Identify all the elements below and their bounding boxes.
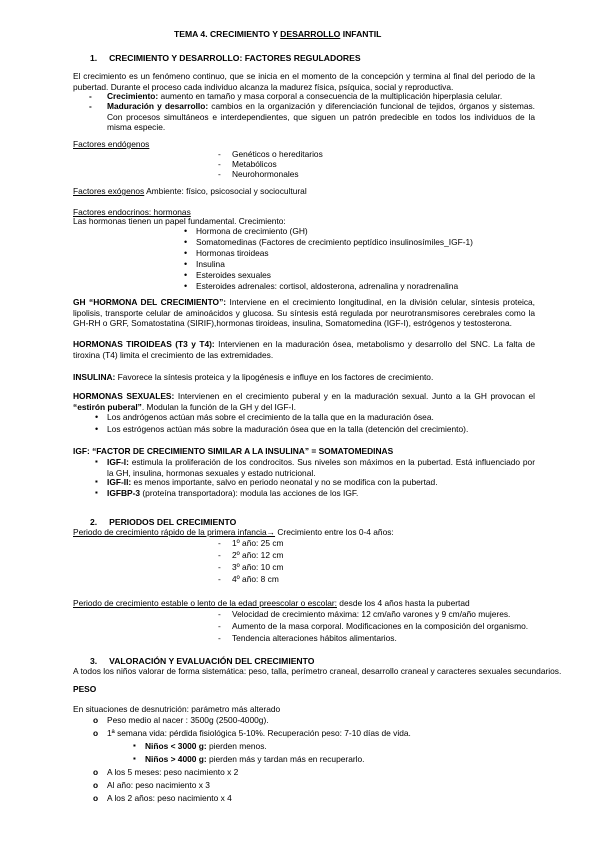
factores-endogenos-label: Factores endógenos — [73, 139, 150, 149]
hormonas-intro: Las hormonas tienen un papel fundamental. Crecimiento: — [73, 216, 286, 226]
igf-item: ▪ IGF-I: estimula la proliferación de los condrocitos. Sus niveles son máximos en la pubertad. Está influenciado por la GH, insulina, hormonas sexuales y estado nutricional. — [107, 457, 535, 478]
estable-item: - Aumento de la masa corporal. Modificaciones en la composición del organismo. — [232, 621, 528, 632]
insulina-paragraph: INSULINA: Favorece la síntesis proteica y la lipogénesis e influye en los factores de crecimiento. — [73, 372, 434, 382]
hormona-item: • Somatomedinas (Factores de crecimiento peptídico insulinosímiles_IGF-1) — [196, 237, 473, 248]
estable-item: - Velocidad de crecimiento máxima: 12 cm/año varones y 9 cm/año mujeres. — [232, 609, 510, 620]
hormona-item: • Hormona de crecimiento (GH) — [196, 226, 308, 237]
peso-item: o A los 2 años: peso nacimiento x 4 — [107, 793, 232, 804]
endogeno-item: - Neurohormonales — [232, 169, 299, 180]
factores-endocrinos-label: Factores endocrinos: hormonas — [73, 207, 191, 217]
arrow-right-icon: → — [266, 527, 276, 537]
tiroideas-paragraph: HORMONAS TIROIDEAS (T3 y T4): Intervienen en la maduración ósea, metabolismo y desarrollo del SNC. La falta de tiroxina (T4) limita el crecimiento de las extremidades. — [73, 339, 536, 360]
rapido-item: - 4º año: 8 cm — [232, 574, 279, 585]
peso-intro: En situaciones de desnutrición: parámetro más alterado — [73, 704, 281, 714]
hormona-item: • Esteroides adrenales: cortisol, aldosterona, adrenalina y noradrenalina — [196, 281, 458, 292]
igf-heading: IGF: “FACTOR DE CRECIMIENTO SIMILAR A LA INSULINA” = SOMATOMEDINAS — [73, 446, 394, 456]
estable-item: - Tendencia alteraciones hábitos alimentarios. — [232, 633, 397, 644]
maduracion-item: - Maduración y desarrollo: cambios en la organización y diferenciación funcional de tejidos, órganos y sistemas. Con procesos simultáneos e interdependientes, que siguen un patrón predecible en todos los individuos de la misma especie. — [107, 101, 535, 133]
peso-subitem: ▪ Niños > 4000 g: pierden más y tardan más en recuperarlo. — [145, 754, 364, 765]
rapido-item: - 2º año: 12 cm — [232, 550, 283, 561]
igf-item: ▪ IGFBP-3 (proteína transportadora): modula las acciones de los IGF. — [107, 488, 358, 499]
peso-subitem: ▪ Niños < 3000 g: pierden menos. — [145, 741, 267, 752]
igf-item: ▪ IGF-II: es menos importante, salvo en periodo neonatal y no se modifica con la pubertad. — [107, 477, 438, 488]
factores-exogenos-line: Factores exógenos Ambiente: físico, psicosocial y sociocultural — [73, 186, 307, 196]
peso-item: o A los 5 meses: peso nacimiento x 2 — [107, 767, 238, 778]
peso-heading: PESO — [73, 684, 97, 694]
document-title: TEMA 4. CRECIMIENTO Y DESARROLLO INFANTIL — [174, 29, 382, 39]
periodo-rapido-line: Periodo de crecimiento rápido de la primera infancia→ Crecimiento entre los 0-4 años: — [73, 527, 394, 537]
sexuales-item: • Los estrógenos actúan más sobre la maduración ósea que en la talla (detención del crecimiento). — [107, 424, 468, 435]
hormona-item: • Hormonas tiroideas — [196, 248, 269, 259]
endogeno-item: - Genéticos o hereditarios — [232, 149, 323, 160]
section-1-heading: 1. CRECIMIENTO Y DESARROLLO: FACTORES REGULADORES — [90, 53, 361, 63]
hormona-item: • Insulina — [196, 259, 225, 270]
rapido-item: - 1º año: 25 cm — [232, 538, 283, 549]
endogeno-item: - Metabólicos — [232, 159, 277, 170]
rapido-item: - 3º año: 10 cm — [232, 562, 283, 573]
intro-paragraph: El crecimiento es un fenómeno continuo, que se inicia en el momento de la concepción y termina al final del periodo de la pubertad. Durante el proceso cada individuo alcanza la madurez física, psíquica, social y reproductiva. — [73, 71, 535, 92]
peso-item: o Al año: peso nacimiento x 3 — [107, 780, 210, 791]
valoracion-text: A todos los niños valorar de forma sistemática: peso, talla, perímetro craneal, desarrollo craneal y caracteres sexuales secundarios. — [73, 666, 562, 676]
section-3-heading: 3. VALORACIÓN Y EVALUACIÓN DEL CRECIMIENTO — [90, 656, 315, 666]
section-2-heading: 2. PERIODOS DEL CRECIMIENTO — [90, 517, 237, 527]
crecimiento-item: - Crecimiento: aumento en tamaño y masa corporal a consecuencia de la multiplicación hiperplasia celular. — [107, 91, 502, 102]
hormonas-sexuales-paragraph: HORMONAS SEXUALES: Intervienen en el crecimiento puberal y en la maduración sexual. Junto a la GH provocan el “estirón puberal”. Modulan la función de la GH y del IGF-I. — [73, 391, 535, 412]
sexuales-item: • Los andrógenos actúan más sobre el crecimiento de la talla que en la maduración ósea. — [107, 412, 434, 423]
gh-paragraph: GH “HORMONA DEL CRECIMIENTO”: Interviene en el crecimiento longitudinal, en la división celular, síntesis proteica, lipolisis, transporte celular de aminoácidos y glucosa. Su síntesis está regulada por neurotransmisores cerebrales como la GH-RH o GRF, Somatostatina (SIRIF),hormonas tiroideas, insulina, Somatomedina (IGF-I), estrógenos y testosterona. — [73, 297, 536, 329]
hormona-item: • Esteroides sexuales — [196, 270, 271, 281]
peso-item: o 1ª semana vida: pérdida fisiológica 5-10%. Recuperación peso: 7-10 días de vida. — [107, 728, 411, 739]
peso-item: o Peso medio al nacer : 3500g (2500-4000g). — [107, 715, 269, 726]
periodo-estable-line: Periodo de crecimiento estable o lento de la edad preescolar o escolar: desde los 4 años hasta la pubertad — [73, 598, 470, 608]
